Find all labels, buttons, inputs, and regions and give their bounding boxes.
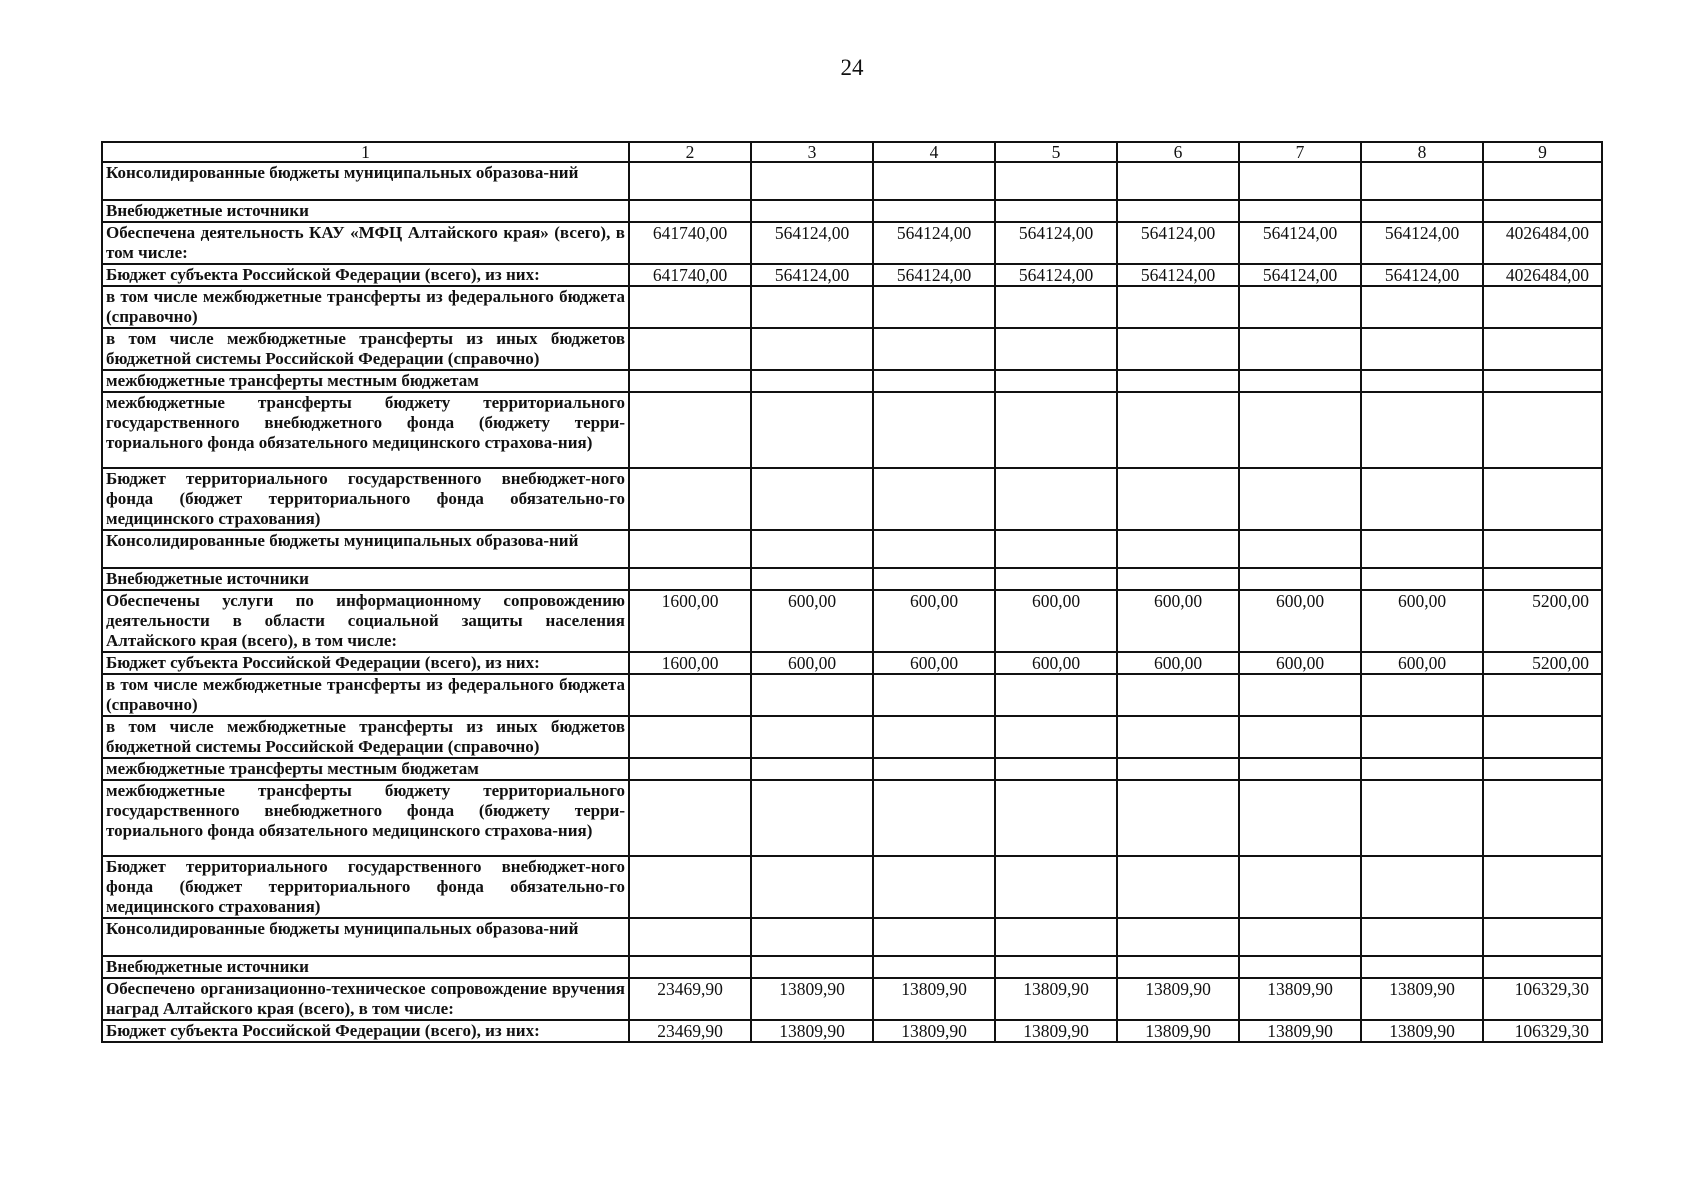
value-cell bbox=[629, 200, 751, 222]
value-cell bbox=[751, 530, 873, 568]
value-cell bbox=[873, 392, 995, 468]
table-row bbox=[102, 264, 1602, 286]
column-header: 2 bbox=[629, 142, 751, 162]
value-cell: 564124,00 bbox=[995, 264, 1117, 286]
value-cell bbox=[629, 716, 751, 758]
table-row bbox=[102, 200, 1602, 222]
value-cell: 600,00 bbox=[1117, 590, 1239, 652]
value-cell bbox=[1239, 568, 1361, 590]
value-cell: 564124,00 bbox=[1117, 264, 1239, 286]
value-cell: 13809,90 bbox=[995, 1020, 1117, 1042]
value-cell bbox=[1483, 674, 1602, 716]
value-cell bbox=[629, 568, 751, 590]
value-cell bbox=[1361, 956, 1483, 978]
value-cell bbox=[1361, 856, 1483, 918]
value-cell: 106329,30 bbox=[1483, 978, 1602, 1020]
value-cell bbox=[873, 918, 995, 956]
value-cell: 600,00 bbox=[995, 652, 1117, 674]
value-cell bbox=[873, 956, 995, 978]
table-row bbox=[102, 468, 1602, 530]
value-cell: 600,00 bbox=[1117, 652, 1239, 674]
value-cell bbox=[995, 370, 1117, 392]
value-cell bbox=[1117, 918, 1239, 956]
column-header: 4 bbox=[873, 142, 995, 162]
value-cell: 106329,30 bbox=[1483, 1020, 1602, 1042]
value-cell: 564124,00 bbox=[1361, 222, 1483, 264]
value-cell bbox=[1239, 468, 1361, 530]
value-cell bbox=[1239, 780, 1361, 856]
value-cell bbox=[1239, 856, 1361, 918]
column-header: 1 bbox=[102, 142, 629, 162]
value-cell bbox=[1117, 286, 1239, 328]
value-cell bbox=[1483, 162, 1602, 200]
row-label: Внебюджетные источники bbox=[102, 200, 629, 222]
value-cell bbox=[1239, 392, 1361, 468]
value-cell: 564124,00 bbox=[751, 264, 873, 286]
value-cell: 600,00 bbox=[1239, 590, 1361, 652]
row-label: Внебюджетные источники bbox=[102, 568, 629, 590]
row-label: Бюджет территориального государственного внебюджет-ного фонда (бюджет территориального фонда обязательно-го медицинского страхования) bbox=[102, 468, 629, 530]
table-row bbox=[102, 716, 1602, 758]
value-cell bbox=[629, 758, 751, 780]
value-cell bbox=[629, 370, 751, 392]
value-cell: 23469,90 bbox=[629, 978, 751, 1020]
value-cell bbox=[1483, 392, 1602, 468]
value-cell: 13809,90 bbox=[873, 978, 995, 1020]
table-row bbox=[102, 674, 1602, 716]
value-cell bbox=[1361, 674, 1483, 716]
value-cell bbox=[751, 370, 873, 392]
value-cell bbox=[751, 468, 873, 530]
value-cell bbox=[995, 674, 1117, 716]
table-row bbox=[102, 222, 1602, 264]
value-cell: 564124,00 bbox=[751, 222, 873, 264]
value-cell: 13809,90 bbox=[1239, 1020, 1361, 1042]
value-cell bbox=[1239, 370, 1361, 392]
value-cell: 13809,90 bbox=[873, 1020, 995, 1042]
value-cell: 564124,00 bbox=[1239, 222, 1361, 264]
value-cell bbox=[629, 286, 751, 328]
table-row bbox=[102, 162, 1602, 200]
value-cell: 23469,90 bbox=[629, 1020, 751, 1042]
value-cell bbox=[1117, 716, 1239, 758]
value-cell: 1600,00 bbox=[629, 590, 751, 652]
table-row bbox=[102, 780, 1602, 856]
value-cell bbox=[873, 162, 995, 200]
value-cell bbox=[873, 568, 995, 590]
value-cell bbox=[1361, 200, 1483, 222]
value-cell bbox=[1361, 328, 1483, 370]
table-header bbox=[102, 142, 1602, 162]
column-header: 7 bbox=[1239, 142, 1361, 162]
value-cell bbox=[873, 370, 995, 392]
page-number: 24 bbox=[840, 55, 864, 80]
column-header: 3 bbox=[751, 142, 873, 162]
value-cell: 13809,90 bbox=[1361, 978, 1483, 1020]
value-cell bbox=[751, 162, 873, 200]
value-cell bbox=[1361, 568, 1483, 590]
value-cell bbox=[995, 200, 1117, 222]
value-cell bbox=[995, 328, 1117, 370]
value-cell bbox=[629, 674, 751, 716]
value-cell bbox=[1117, 568, 1239, 590]
value-cell bbox=[751, 200, 873, 222]
header-row bbox=[102, 142, 1602, 162]
value-cell bbox=[1361, 162, 1483, 200]
value-cell: 1600,00 bbox=[629, 652, 751, 674]
table-row bbox=[102, 568, 1602, 590]
table-row bbox=[102, 530, 1602, 568]
value-cell bbox=[1117, 392, 1239, 468]
value-cell: 13809,90 bbox=[751, 1020, 873, 1042]
table-row bbox=[102, 328, 1602, 370]
value-cell bbox=[751, 286, 873, 328]
value-cell bbox=[1117, 468, 1239, 530]
row-label: Бюджет территориального государственного внебюджет-ного фонда (бюджет территориального фонда обязательно-го медицинского страхования) bbox=[102, 856, 629, 918]
table-row bbox=[102, 286, 1602, 328]
value-cell bbox=[1117, 328, 1239, 370]
row-label: межбюджетные трансферты местным бюджетам bbox=[102, 370, 629, 392]
table-row bbox=[102, 652, 1602, 674]
value-cell: 600,00 bbox=[751, 590, 873, 652]
value-cell bbox=[629, 392, 751, 468]
value-cell bbox=[751, 328, 873, 370]
value-cell bbox=[873, 758, 995, 780]
value-cell bbox=[1239, 328, 1361, 370]
value-cell bbox=[873, 328, 995, 370]
value-cell: 600,00 bbox=[1361, 590, 1483, 652]
value-cell bbox=[1117, 370, 1239, 392]
value-cell bbox=[1239, 674, 1361, 716]
value-cell bbox=[1483, 370, 1602, 392]
value-cell: 600,00 bbox=[995, 590, 1117, 652]
value-cell bbox=[1361, 918, 1483, 956]
value-cell bbox=[873, 286, 995, 328]
value-cell bbox=[1239, 918, 1361, 956]
value-cell: 5200,00 bbox=[1483, 652, 1602, 674]
value-cell bbox=[1483, 530, 1602, 568]
value-cell: 600,00 bbox=[751, 652, 873, 674]
value-cell bbox=[1239, 162, 1361, 200]
table-body bbox=[102, 162, 1602, 1042]
value-cell: 600,00 bbox=[873, 590, 995, 652]
table-row bbox=[102, 392, 1602, 468]
value-cell bbox=[751, 780, 873, 856]
row-label: в том числе межбюджетные трансферты из федерального бюджета (справочно) bbox=[102, 674, 629, 716]
value-cell bbox=[629, 856, 751, 918]
value-cell bbox=[1483, 328, 1602, 370]
value-cell bbox=[629, 328, 751, 370]
value-cell bbox=[995, 918, 1117, 956]
value-cell bbox=[1483, 856, 1602, 918]
value-cell bbox=[1239, 200, 1361, 222]
value-cell bbox=[995, 780, 1117, 856]
value-cell bbox=[1361, 530, 1483, 568]
value-cell bbox=[1361, 286, 1483, 328]
row-label: межбюджетные трансферты местным бюджетам bbox=[102, 758, 629, 780]
row-label: Бюджет субъекта Российской Федерации (всего), из них: bbox=[102, 264, 629, 286]
value-cell bbox=[873, 716, 995, 758]
value-cell bbox=[751, 716, 873, 758]
value-cell bbox=[1117, 780, 1239, 856]
table-row bbox=[102, 1020, 1602, 1042]
value-cell: 600,00 bbox=[1239, 652, 1361, 674]
value-cell: 600,00 bbox=[873, 652, 995, 674]
value-cell bbox=[995, 468, 1117, 530]
value-cell: 13809,90 bbox=[751, 978, 873, 1020]
column-header: 5 bbox=[995, 142, 1117, 162]
value-cell bbox=[873, 468, 995, 530]
value-cell: 641740,00 bbox=[629, 264, 751, 286]
row-label: межбюджетные трансферты бюджету территориального государственного внебюджетного фонда (бюджету терри-ториального фонда обязательного медицинского страхова-ния) bbox=[102, 392, 629, 468]
value-cell bbox=[629, 530, 751, 568]
value-cell bbox=[1239, 530, 1361, 568]
row-label: Бюджет субъекта Российской Федерации (всего), из них: bbox=[102, 652, 629, 674]
value-cell: 4026484,00 bbox=[1483, 264, 1602, 286]
value-cell: 4026484,00 bbox=[1483, 222, 1602, 264]
row-label: Внебюджетные источники bbox=[102, 956, 629, 978]
value-cell: 13809,90 bbox=[1117, 978, 1239, 1020]
table-row bbox=[102, 978, 1602, 1020]
value-cell bbox=[995, 956, 1117, 978]
table-row bbox=[102, 918, 1602, 956]
row-label: Бюджет субъекта Российской Федерации (всего), из них: bbox=[102, 1020, 629, 1042]
row-label: в том числе межбюджетные трансферты из федерального бюджета (справочно) bbox=[102, 286, 629, 328]
value-cell: 5200,00 bbox=[1483, 590, 1602, 652]
value-cell bbox=[1361, 716, 1483, 758]
value-cell: 13809,90 bbox=[1239, 978, 1361, 1020]
value-cell bbox=[1483, 468, 1602, 530]
row-label: Обеспечены услуги по информационному сопровождению деятельности в области социальной защиты населения Алтайского края (всего), в том числе: bbox=[102, 590, 629, 652]
table-row bbox=[102, 590, 1602, 652]
value-cell: 600,00 bbox=[1361, 652, 1483, 674]
value-cell bbox=[751, 856, 873, 918]
value-cell bbox=[1483, 568, 1602, 590]
value-cell bbox=[751, 674, 873, 716]
table-row bbox=[102, 370, 1602, 392]
value-cell bbox=[1361, 468, 1483, 530]
value-cell bbox=[751, 568, 873, 590]
value-cell bbox=[629, 780, 751, 856]
row-label: в том числе межбюджетные трансферты из иных бюджетов бюджетной системы Российской Федерации (справочно) bbox=[102, 328, 629, 370]
value-cell bbox=[629, 956, 751, 978]
value-cell bbox=[1483, 918, 1602, 956]
value-cell bbox=[751, 758, 873, 780]
value-cell bbox=[873, 530, 995, 568]
value-cell bbox=[1239, 758, 1361, 780]
value-cell bbox=[1361, 370, 1483, 392]
value-cell bbox=[995, 162, 1117, 200]
value-cell: 564124,00 bbox=[995, 222, 1117, 264]
row-label: в том числе межбюджетные трансферты из иных бюджетов бюджетной системы Российской Федерации (справочно) bbox=[102, 716, 629, 758]
row-label: Консолидированные бюджеты муниципальных образова-ний bbox=[102, 918, 629, 956]
table-row bbox=[102, 956, 1602, 978]
value-cell bbox=[1361, 780, 1483, 856]
value-cell bbox=[995, 568, 1117, 590]
value-cell bbox=[751, 918, 873, 956]
column-header: 6 bbox=[1117, 142, 1239, 162]
row-label: Обеспечена деятельность КАУ «МФЦ Алтайского края» (всего), в том числе: bbox=[102, 222, 629, 264]
value-cell: 564124,00 bbox=[873, 264, 995, 286]
value-cell: 13809,90 bbox=[1361, 1020, 1483, 1042]
value-cell bbox=[1483, 956, 1602, 978]
value-cell bbox=[1117, 530, 1239, 568]
value-cell: 564124,00 bbox=[1361, 264, 1483, 286]
value-cell bbox=[1483, 716, 1602, 758]
value-cell: 641740,00 bbox=[629, 222, 751, 264]
row-label: Консолидированные бюджеты муниципальных образова-ний bbox=[102, 162, 629, 200]
value-cell bbox=[873, 780, 995, 856]
value-cell bbox=[629, 918, 751, 956]
value-cell bbox=[995, 286, 1117, 328]
value-cell bbox=[1361, 758, 1483, 780]
value-cell bbox=[1483, 200, 1602, 222]
row-label: Консолидированные бюджеты муниципальных образова-ний bbox=[102, 530, 629, 568]
value-cell bbox=[1117, 856, 1239, 918]
budget-table bbox=[101, 141, 1603, 1043]
row-label: Обеспечено организационно-техническое сопровождение вручения наград Алтайского края (всего), в том числе: bbox=[102, 978, 629, 1020]
value-cell bbox=[995, 758, 1117, 780]
value-cell bbox=[1117, 956, 1239, 978]
value-cell bbox=[1483, 780, 1602, 856]
value-cell bbox=[751, 392, 873, 468]
value-cell: 13809,90 bbox=[1117, 1020, 1239, 1042]
table-row bbox=[102, 856, 1602, 918]
value-cell bbox=[1117, 674, 1239, 716]
value-cell bbox=[629, 162, 751, 200]
value-cell bbox=[629, 468, 751, 530]
value-cell bbox=[1483, 758, 1602, 780]
column-header: 8 bbox=[1361, 142, 1483, 162]
value-cell bbox=[751, 956, 873, 978]
value-cell bbox=[995, 716, 1117, 758]
value-cell: 564124,00 bbox=[1239, 264, 1361, 286]
value-cell bbox=[873, 856, 995, 918]
value-cell bbox=[1361, 392, 1483, 468]
value-cell bbox=[873, 200, 995, 222]
value-cell: 564124,00 bbox=[1117, 222, 1239, 264]
value-cell bbox=[1239, 956, 1361, 978]
column-header: 9 bbox=[1483, 142, 1602, 162]
value-cell bbox=[1117, 758, 1239, 780]
value-cell bbox=[995, 530, 1117, 568]
value-cell: 13809,90 bbox=[995, 978, 1117, 1020]
row-label: межбюджетные трансферты бюджету территориального государственного внебюджетного фонда (бюджету терри-ториального фонда обязательного медицинского страхова-ния) bbox=[102, 780, 629, 856]
value-cell bbox=[1483, 286, 1602, 328]
value-cell: 564124,00 bbox=[873, 222, 995, 264]
value-cell bbox=[1117, 200, 1239, 222]
value-cell bbox=[995, 392, 1117, 468]
value-cell bbox=[1239, 716, 1361, 758]
value-cell bbox=[995, 856, 1117, 918]
value-cell bbox=[873, 674, 995, 716]
value-cell bbox=[1239, 286, 1361, 328]
table-row bbox=[102, 758, 1602, 780]
value-cell bbox=[1117, 162, 1239, 200]
